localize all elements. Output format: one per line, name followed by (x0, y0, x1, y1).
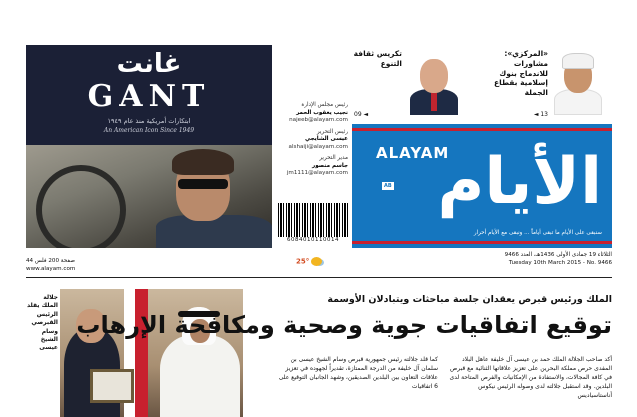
masthead-arabic-logo: الأيام (437, 145, 602, 219)
staff-role: مدير التحرير (319, 155, 348, 162)
teaser-strip (352, 45, 612, 121)
staff-name: نجيب يعقوب الحمر (296, 109, 348, 116)
staff-entry (278, 155, 348, 178)
story-column-1: أكد صاحب الجلالة الملك حمد بن عيسى آل خليفة عاهل البلاد المفدى حرص مملكة البحرين على تعزيز علاقاتها الثنائية مع قبرص في كافة المجالات، والاستفادة من الإمكانيات والفرص المتاحة لدى البلدين. وقد استقبل جلالته لدى وصوله الرئيس نيكوس أناستاسياديس (449, 356, 612, 399)
story-column-2: كما قلد جلالته رئيس جمهورية قبرص وسام الشيخ عيسى بن سلمان آل خليفة من الدرجة الممتازة، تقديراً لجهوده في تعزيز علاقات التعاون بين البلدين الصديقين، وشهد الجانبان التوقيع على 6 اتفاقيات (278, 356, 438, 390)
lead-photo[interactable] (60, 289, 243, 417)
ad-latin-logo: GANT (87, 79, 211, 114)
staff-email[interactable]: alshaiji@alayam.com (288, 143, 348, 150)
barcode (278, 203, 348, 245)
photo-caption: جلالة الملك يقلد الرئيس القبرصي وسام الشيخ عيسى (27, 294, 58, 352)
newspaper-masthead[interactable] (352, 124, 612, 248)
staff-email[interactable]: najeeb@alayam.com (289, 117, 348, 124)
masthead-slogan: سنبقى على الأيام ما تبقى أياماً ... ونبقى مع الأيام أحرار (473, 230, 602, 236)
gant-advertisement[interactable] (26, 45, 272, 248)
issue-date-english: Tuesday 10th March 2015 - No. 9466 (508, 259, 612, 266)
portrait-face (420, 59, 448, 93)
temperature: 25° (296, 257, 310, 266)
masthead-stripe-top (352, 128, 612, 131)
price-info (26, 258, 75, 273)
ad-photo (26, 145, 272, 248)
staff-entry (278, 102, 348, 125)
portrait-headdress (562, 53, 594, 69)
ad-arabic-tagline: ابتكارات أمريكية منذ عام ١٩٤٩ (107, 117, 191, 125)
teaser-page-ref-1: ◄ 13 (533, 111, 548, 118)
masthead-latin-name: ALAYAM (376, 144, 450, 162)
model-hair-shape (172, 149, 234, 175)
staff-name: جاسم منصور (312, 162, 348, 169)
staff-box (278, 102, 348, 182)
teaser-page-2: 09 (354, 111, 362, 118)
issue-date-arabic: الثلاثاء 19 جمادى الأولى 1436هـ، العدد 9466 (504, 252, 612, 258)
figure-right-body (160, 335, 240, 417)
teaser-page-1: 13 (540, 111, 548, 118)
framed-award-shape (90, 369, 134, 403)
ad-arabic-logo: غانت (116, 49, 182, 79)
story-kicker: الملك ورئيس قبرص يعقدان جلسة مباحثات ويتبادلان الأوسمة (327, 294, 612, 305)
pages-price: 44 صفحة 200 فلس (26, 258, 75, 264)
staff-email[interactable]: jm1111@alayam.com (286, 170, 348, 177)
teaser-portrait-left (408, 53, 460, 115)
header-divider (26, 277, 612, 278)
staff-name: عيسى الشايجي (304, 136, 348, 143)
website-link[interactable]: www.alayam.com (26, 265, 76, 272)
masthead-stripe-bottom (352, 241, 612, 244)
weather (296, 257, 322, 266)
barcode-bars (278, 203, 348, 237)
issue-date (505, 252, 612, 267)
steering-wheel-shape (36, 165, 126, 248)
staff-role: رئيس مجلس الإدارة (301, 102, 348, 108)
sunglasses-shape (178, 179, 228, 189)
lead-headline[interactable]: توقيع اتفاقيات جوية وصحية ومكافحة الإرهاب (76, 311, 612, 339)
masthead-badge: AB (384, 183, 392, 189)
portrait-tie (431, 91, 437, 111)
ad-english-tagline: An American Icon Since 1949 (103, 127, 195, 134)
teaser-page-ref-2: 09 ◄ (354, 111, 369, 118)
teaser-headline-1[interactable]: «المركزي»: مشاورات للاندماج بنوك إسلامية بقطاع الجملة (494, 49, 548, 97)
staff-entry (278, 129, 348, 152)
barcode-number: 6084010110014 (287, 237, 339, 243)
sun-cloud-icon (311, 257, 322, 266)
teaser-headline-2[interactable]: تكريس ثقافة التنوع (353, 49, 402, 68)
teaser-portrait-right (552, 53, 604, 115)
staff-role: رئيس التحرير (316, 128, 348, 135)
